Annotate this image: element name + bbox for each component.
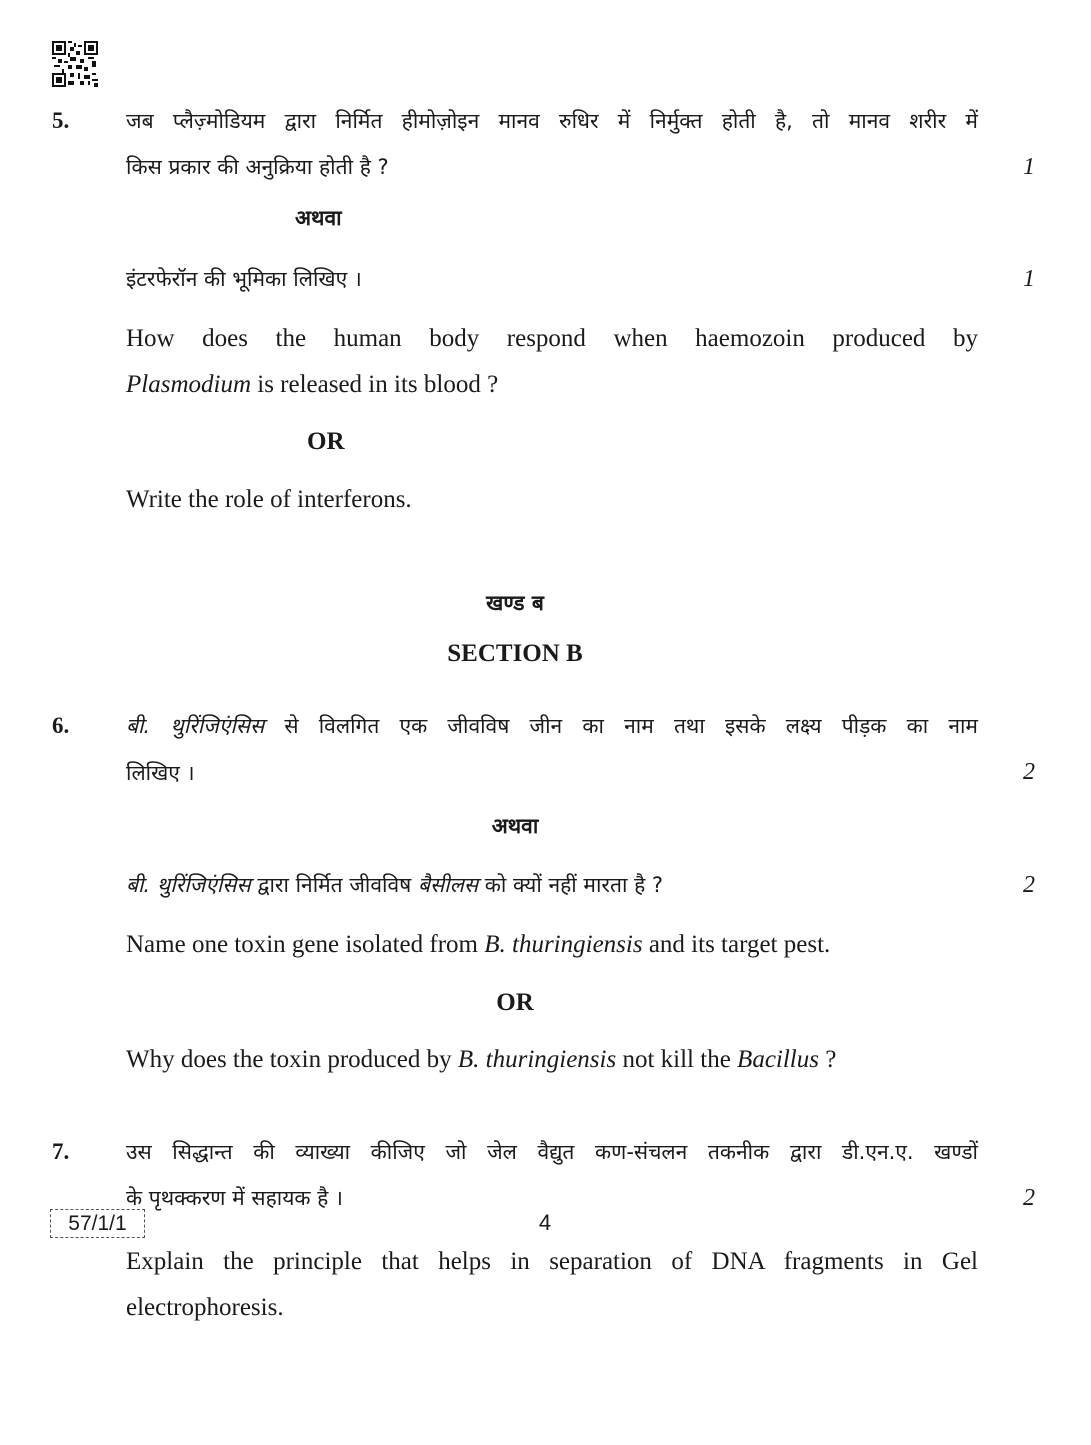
q5-hindi-or: अथवा bbox=[295, 206, 342, 230]
page-number: 4 bbox=[538, 1210, 552, 1235]
q5-hindi-line-2: किस प्रकार की अनुक्रिया होती है ? bbox=[126, 155, 389, 179]
q5-hindi-alternative: इंटरफेरॉन की भूमिका लिखिए । bbox=[126, 267, 362, 291]
q7-hindi-line-2: के पृथक्करण में सहायक है । bbox=[126, 1186, 343, 1210]
q6-hindi-or: अथवा bbox=[491, 814, 539, 838]
q6-english-part-a: Name one toxin gene isolated from bbox=[126, 931, 485, 958]
q6-hindi-line-2: लिखिए । bbox=[126, 761, 195, 785]
q6-hindi-alt-end: को क्यों नहीं मारता है ? bbox=[478, 873, 664, 897]
q5-english-or: OR bbox=[307, 428, 345, 455]
plasmodium-term: Plasmodium bbox=[126, 371, 251, 398]
q6-english-line bbox=[126, 931, 978, 959]
q6-marks-1: 2 bbox=[1023, 759, 1035, 785]
bacillus-hindi-term: बैसीलस bbox=[417, 873, 479, 897]
q5-english-line-2-rest: is released in its blood ? bbox=[251, 371, 499, 398]
b-thuringiensis-hindi-term: बी. थुरिंजिएंसिस bbox=[126, 873, 251, 897]
section-title-hindi: खण्ड ब bbox=[486, 591, 544, 615]
q5-hindi-line-1: जब प्लैज़्मोडियम द्वारा निर्मित हीमोज़ोइन मानव रुधिर में निर्मुक्त होती है, तो मानव शरीर में bbox=[126, 109, 978, 133]
q6-english-alt-part-c: ? bbox=[818, 1046, 837, 1073]
bacillus-term: Bacillus bbox=[737, 1046, 819, 1073]
b-thuringiensis-term: B. thuringiensis bbox=[484, 931, 643, 958]
q6-english-part-b: and its target pest. bbox=[642, 931, 831, 958]
q5-english-line-2 bbox=[126, 371, 978, 399]
q6-english-alt-part-b: not kill the bbox=[616, 1046, 738, 1073]
q7-marks: 2 bbox=[1023, 1185, 1035, 1211]
b-thuringiensis-hindi-term: बी. थुरिंजिएंसिस bbox=[126, 714, 265, 738]
question-number-5: 5. bbox=[52, 108, 70, 133]
q6-hindi-alt-middle: द्वारा निर्मित जीवविष bbox=[250, 873, 418, 897]
q6-hindi-line-1 bbox=[126, 712, 978, 740]
question-number-6: 6. bbox=[52, 713, 70, 738]
q5-marks-2: 1 bbox=[1023, 266, 1035, 292]
q6-hindi-line-1-rest: से विलगित एक जीवविष जीन का नाम तथा इसके लक्ष्य पीड़क का नाम bbox=[264, 714, 978, 738]
q6-english-alternative bbox=[126, 1046, 978, 1074]
q7-english-line-1: Explain the principle that helps in separation of DNA fragments in Gel bbox=[126, 1248, 978, 1275]
q5-english-line-1: How does the human body respond when haemozoin produced by bbox=[126, 325, 978, 352]
q5-marks-1: 1 bbox=[1023, 154, 1035, 180]
b-thuringiensis-term: B. thuringiensis bbox=[457, 1046, 617, 1073]
q6-hindi-alternative bbox=[126, 871, 978, 899]
q6-english-or: OR bbox=[496, 989, 534, 1016]
q7-english-line-2: electrophoresis. bbox=[126, 1294, 284, 1321]
q7-hindi-line-1: उस सिद्धान्त की व्याख्या कीजिए जो जेल वैद्युत कण-संचलन तकनीक द्वारा डी.एन.ए. खण्डों bbox=[126, 1140, 978, 1164]
qr-code-icon bbox=[52, 41, 98, 87]
q5-english-alternative: Write the role of interferons. bbox=[126, 486, 412, 513]
paper-code-box: 57/1/1 bbox=[50, 1209, 145, 1238]
q6-english-alt-part-a: Why does the toxin produced by bbox=[126, 1046, 458, 1073]
section-title-english: SECTION B bbox=[447, 640, 583, 667]
question-number-7: 7. bbox=[52, 1139, 70, 1164]
q6-marks-2: 2 bbox=[1023, 872, 1035, 898]
